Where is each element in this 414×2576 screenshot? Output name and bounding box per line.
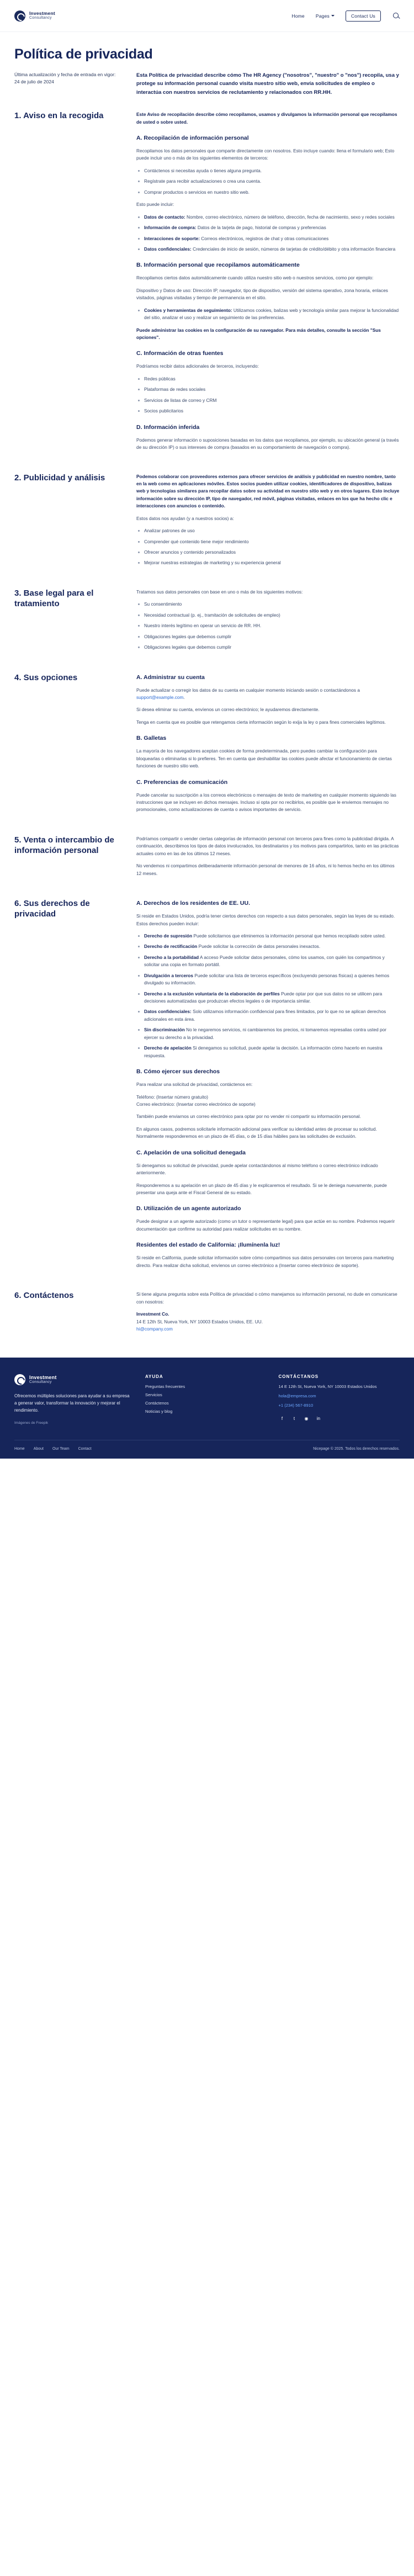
footer-help-item[interactable]: Servicios xyxy=(145,1392,162,1398)
subsection-heading: D. Información inferida xyxy=(136,423,200,431)
footer-link[interactable]: Contact xyxy=(78,1447,92,1451)
policy-section xyxy=(0,835,414,899)
paragraph: Responderemos a su apelación en un plazo de 45 días y le explicaremos el resultado. Si se le deniega nuevamente, puede presentar una queja ante el Fiscal General de su estado. xyxy=(136,1182,387,1195)
subsection-heading: C. Información de otras fuentes xyxy=(136,350,224,357)
section-heading-wrap xyxy=(14,111,122,456)
list-item: Obligaciones legales que debemos cumplir xyxy=(143,633,400,640)
paragraph: Para realizar una solicitud de privacidad, contáctenos en: xyxy=(136,1082,253,1088)
section-body xyxy=(136,589,400,656)
subsection-heading: C. Preferencias de comunicación xyxy=(136,778,228,786)
header-logo[interactable] xyxy=(14,10,55,22)
paragraph: Si reside en California, puede solicitar información sobre cómo compartimos sus datos personales con terceros para marketing directo. Para realizar dicha solicitud, envíenos un correo electrónico a (Insertar correo electrónico de soporte). xyxy=(136,1255,394,1268)
footer-phone[interactable]: +1 (234) 567-8910 xyxy=(278,1402,314,1408)
list-item: Mejorar nuestras estrategias de marketing y su experiencia general xyxy=(143,559,400,566)
list-item: Sin discriminación No le negaremos servicios, ni cambiaremos los precios, ni tomaremos represalias contra usted por ejercer su derecho a la privacidad. xyxy=(143,1026,400,1041)
paragraph: La mayoría de los navegadores aceptan cookies de forma predeterminada, pero puedes cambiar la configuración para bloquearlas o eliminarlas si lo prefieres. Ten en cuenta que deshabilitar las cookies puede afectar el funcionamiento de ciertas funciones de nuestro sitio web. xyxy=(136,748,392,769)
section-heading: 4. Sus opciones xyxy=(14,672,78,682)
subsection-heading: B. Información personal que recopilamos automáticamente xyxy=(136,262,300,269)
list-item: Socios publicitarios xyxy=(143,407,400,415)
subsection-heading: A. Derechos de los residentes de EE. UU. xyxy=(136,900,250,907)
bullet-list xyxy=(136,601,400,651)
list-item: Interacciones de soporte: Correos electrónicos, registros de chat y otras comunicaciones xyxy=(143,235,400,242)
nav-item-pages-label: Pages xyxy=(315,13,330,19)
list-item: Derecho a la exclusión voluntaria de la elaboración de perfiles Puede optar por que sus datos no se utilicen para decisiones automatizadas que produzcan efectos legales o de importancia similar. xyxy=(143,990,400,1005)
section-heading-wrap xyxy=(14,899,122,1274)
nav-item-home[interactable]: Home xyxy=(291,13,305,19)
paragraph: Puede cancelar su suscripción a los correos electrónicos o mensajes de texto de marketing en cualquier momento siguiendo las instrucciones que se incluyen en dichos mensajes. Incluso si opta por no recibirlos, es posible que le enviemos mensajes no promocionales, como actualizaciones de cuenta o avisos importantes de servicio. xyxy=(136,792,396,813)
list-item: Comprender qué contenido tiene mejor rendimiento xyxy=(143,538,400,545)
subsection-heading: D. Utilización de un agente autorizado xyxy=(136,1205,241,1212)
paragraph: No vendemos ni compartimos deliberadamente información personal de menores de 16 años, ni lo hemos hecho en los últimos 12 meses. xyxy=(136,863,395,876)
list-item: Ofrecer anuncios y contenido personalizados xyxy=(143,549,400,556)
last-updated-text: Última actualización y fecha de entrada en vigor: 24 de julio de 2024 xyxy=(14,72,116,85)
paragraph: Recopilamos ciertos datos automáticamente cuando utiliza nuestro sitio web o nuestros servicios, como por ejemplo: xyxy=(136,275,374,281)
policy-section xyxy=(0,899,414,1291)
paragraph: Teléfono: (Insertar número gratuito) Correo electrónico: (Insertar correo electrónico de soporte) xyxy=(136,1094,256,1107)
paragraph: Tratamos sus datos personales con base en uno o más de los siguientes motivos: xyxy=(136,589,303,595)
section-heading: 2. Publicidad y análisis xyxy=(14,473,105,483)
paragraph: Si reside en Estados Unidos, podría tener ciertos derechos con respecto a sus datos personales, según las leyes de su estado. Estos derechos pueden incluir: xyxy=(136,913,395,926)
subsection-heading: B. Galletas xyxy=(136,735,167,742)
subsection-heading: A. Administrar su cuenta xyxy=(136,674,205,681)
paragraph: Puede actualizar o corregir los datos de su cuenta en cualquier momento iniciando sesión o contactándonos a support@example.com. xyxy=(136,687,360,700)
list-item: Derecho de supresión Puede solicitarnos que eliminemos la información personal que hemos recopilado sobre usted. xyxy=(143,932,400,940)
paragraph: Tenga en cuenta que es posible que retengamos cierta información según lo exija la ley o para fines comerciales legítimos. xyxy=(136,719,386,725)
instagram-icon[interactable]: ◉ xyxy=(304,1416,309,1422)
subsection-heading: B. Cómo ejercer sus derechos xyxy=(136,1068,220,1075)
footer-link[interactable]: Our Team xyxy=(52,1447,70,1451)
page-title: Política de privacidad xyxy=(14,46,153,62)
footer-image-credit[interactable]: Imágenes de Freepik xyxy=(14,1420,49,1425)
list-item: Analizar patrones de uso xyxy=(143,527,400,534)
paragraph: Puede administrar las cookies en la configuración de su navegador. Para más detalles, consulte la sección "Sus opciones". xyxy=(136,327,381,340)
list-item: Cookies y herramientas de seguimiento: Utilizamos cookies, balizas web y tecnología similar para mejorar la funcionalidad del sitio, analizar el uso y realizar un seguimiento de las preferencias. xyxy=(143,307,400,322)
footer-logo[interactable] xyxy=(14,1374,133,1385)
footer-help-list xyxy=(145,1384,267,1414)
list-item: Información de compra: Datos de la tarjeta de pago, historial de compras y preferencias xyxy=(143,224,400,231)
section-body xyxy=(136,673,400,819)
paragraph: Si desea eliminar su cuenta, envíenos un correo electrónico; le ayudaremos directamente. xyxy=(136,707,320,713)
footer-bottom-links xyxy=(14,1447,92,1451)
footer-help-item[interactable]: Noticias y blog xyxy=(145,1409,173,1414)
section-body xyxy=(136,899,400,1274)
list-item: Servicios de listas de correo y CRM xyxy=(143,397,400,404)
paragraph: Puede designar a un agente autorizado (como un tutor o representante legal) para que actúe en su nombre. Podremos requerir documentación que confirme su autoridad para realizar solicitudes en su nombre. xyxy=(136,1218,395,1232)
twitter-icon[interactable]: t xyxy=(293,1416,295,1422)
policy-intro-text: Esta Política de privacidad describe cómo The HR Agency ("nosotros", "nuestro" o "nos") recopila, usa y protege su información personal cuando visita nuestro sitio web, envía solicitudes de empleo o interactúa con nuestros servicios de reclutamiento y relacionados con RR.HH. xyxy=(136,72,399,96)
list-item: Datos de contacto: Nombre, correo electrónico, número de teléfono, dirección, fecha de nacimiento, sexo y redes sociales xyxy=(143,214,400,221)
list-item: Derecho de rectificación Puede solicitar la corrección de datos personales inexactos. xyxy=(143,943,400,950)
section-heading-wrap xyxy=(14,835,122,882)
section-heading: 3. Base legal para el tratamiento xyxy=(14,588,94,608)
policy-section xyxy=(0,111,414,473)
footer-contact-title: CONTÁCTANOS xyxy=(278,1374,319,1380)
paragraph: Podríamos recibir datos adicionales de terceros, incluyendo: xyxy=(136,363,259,369)
section-body xyxy=(136,835,400,882)
sections-container xyxy=(0,111,414,1354)
logo-icon xyxy=(14,10,25,22)
list-item: Contáctenos si necesitas ayuda o tienes alguna pregunta. xyxy=(143,167,400,174)
bullet-list xyxy=(136,214,400,253)
footer-help-title: AYUDA xyxy=(145,1374,163,1380)
list-item: Datos confidenciales: Solo utilizamos información confidencial para fines limitados, por lo que no se aplican derechos adicionales en esta área. xyxy=(143,1008,400,1023)
subsection-heading: A. Recopilación de información personal xyxy=(136,135,249,141)
footer-link[interactable]: About xyxy=(33,1447,44,1451)
section-heading: 5. Venta o intercambio de información personal xyxy=(14,835,114,855)
logo-icon xyxy=(14,1374,25,1385)
page-title-wrap xyxy=(0,32,414,67)
bullet-list xyxy=(136,375,400,415)
site-footer xyxy=(0,1358,414,1459)
paragraph: Podemos colaborar con proveedores externos para ofrecer servicios de análisis y publicidad en nuestro nombre, tanto en la web como en aplicaciones móviles. Estos socios pueden utilizar cookies, identificadores de dispositivo, balizas web y tecnologías similares para recopilar datos sobre su actividad en nuestro sitio web y en otros lugares. Esto incluye información sobre su dirección IP, tipo de navegador, red móvil, páginas visitadas, enlaces en los que ha hecho clic e interacciones con anuncios o contenido. xyxy=(136,473,400,509)
footer-help-item[interactable]: Preguntas frecuentes xyxy=(145,1384,185,1390)
paragraph: Podemos generar información o suposiciones basadas en los datos que recopilamos, por ejemplo, su ubicación general (a través de su dirección IP) o sus intereses de compra (basados en su comportamiento de navegación o compra). xyxy=(136,437,399,450)
subsection-heading: Residentes del estado de California: ¡Ilumínenla luz! xyxy=(136,1242,280,1249)
brand-name-line1: Investment xyxy=(29,10,55,17)
bullet-list xyxy=(136,307,400,322)
bullet-list xyxy=(136,932,400,1059)
paragraph: Estos datos nos ayudan (y a nuestros socios) a: xyxy=(136,515,234,521)
paragraph: Si tiene alguna pregunta sobre esta Política de privacidad o cómo manejamos su información personal, no dude en comunicarse con nosotros: xyxy=(136,1291,397,1305)
policy-section xyxy=(0,1291,414,1354)
paragraph: Si denegamos su solicitud de privacidad, puede apelar contactándonos al mismo teléfono o correo electrónico indicado anteriormente. xyxy=(136,1162,378,1176)
site-header xyxy=(0,0,414,32)
footer-help-column xyxy=(145,1374,267,1425)
list-item: Nuestro interés legítimo en operar un servicio de RR. HH. xyxy=(143,622,400,629)
primary-nav xyxy=(291,10,400,22)
section-heading: 6. Sus derechos de privacidad xyxy=(14,899,90,919)
section-body xyxy=(136,1291,400,1338)
brand-name-line2: Consultancy xyxy=(29,16,52,20)
section-heading: 6. Contáctenos xyxy=(14,1291,74,1301)
facebook-icon[interactable]: f xyxy=(281,1416,283,1422)
list-item: Su consentimiento xyxy=(143,601,400,608)
nav-item-pages[interactable] xyxy=(316,13,335,19)
footer-address: 14 E 12th St, Nueva York, NY 10003 Estados Unidos xyxy=(278,1384,377,1390)
paragraph: Esto puede incluir: xyxy=(136,202,174,208)
section-heading: 1. Aviso en la recogida xyxy=(14,111,104,121)
footer-help-item[interactable]: Contáctenos xyxy=(145,1401,169,1406)
footer-link[interactable]: Home xyxy=(14,1447,25,1451)
lead-row xyxy=(0,67,414,111)
section-heading-wrap xyxy=(14,589,122,656)
footer-brand-block xyxy=(14,1374,133,1425)
section-body xyxy=(136,473,400,572)
list-item: Necesidad contractual (p. ej., tramitación de solicitudes de empleo) xyxy=(143,612,400,619)
chevron-down-icon xyxy=(331,15,335,17)
footer-socials xyxy=(279,1415,400,1422)
footer-copyright: Nicepage © 2025. Todos los derechos reservados. xyxy=(313,1447,400,1451)
list-item: Divulgación a terceros Puede solicitar una lista de terceros específicos (excluyendo personas físicas) a quienes hemos divulgado su información. xyxy=(143,972,400,987)
contact-us-button[interactable]: Contact Us xyxy=(346,10,381,22)
section-heading-wrap xyxy=(14,673,122,819)
section-heading-wrap xyxy=(14,1291,122,1338)
bullet-list xyxy=(136,527,400,567)
paragraph: Investment Co. 14 E 12th St, Nueva York, NY 10003 Estados Unidos, EE. UU. hi@company.com xyxy=(136,1311,263,1332)
list-item: Comprar productos o servicios en nuestro sitio web. xyxy=(143,189,400,196)
paragraph: Dispositivo y Datos de uso: Dirección IP, navegador, tipo de dispositivo, versión del sistema operativo, zona horaria, enlaces visitados, páginas visitadas y tiempo de permanencia en el sitio. xyxy=(136,287,388,301)
list-item: Redes públicas xyxy=(143,375,400,383)
footer-brand-line2: Consultancy xyxy=(29,1380,52,1385)
section-body xyxy=(136,111,400,456)
section-intro: Este Aviso de recopilación describe cómo recopilamos, usamos y divulgamos la información personal que recopilamos de usted o sobre usted. xyxy=(136,112,397,125)
list-item: Derecho de apelación Si denegamos su solicitud, puede apelar la decisión. La información cómo hacerlo en nuestra respuesta. xyxy=(143,1045,400,1059)
linkedin-icon[interactable]: in xyxy=(316,1416,321,1422)
paragraph: Podríamos compartir o vender ciertas categorías de información personal con terceros para fines como la publicidad dirigida. A continuación, describimos los tipos de datos involucrados, los destinatarios y los motivos para compartirlos, tanto en las prácticas actuales como en las de los últimos 12 meses. xyxy=(136,835,399,856)
policy-section xyxy=(0,673,414,835)
paragraph: También puede enviarnos un correo electrónico para optar por no vender ni compartir su información personal. xyxy=(136,1114,361,1120)
footer-bottom-bar xyxy=(14,1440,400,1451)
list-item: Regístrate para recibir actualizaciones o crea una cuenta. xyxy=(143,178,400,185)
footer-brand-line1: Investment xyxy=(29,1374,57,1380)
policy-section xyxy=(0,473,414,589)
footer-contact-column xyxy=(279,1374,400,1425)
policy-section xyxy=(0,589,414,673)
section-heading-wrap xyxy=(14,473,122,572)
bullet-list xyxy=(136,167,400,196)
footer-email[interactable]: hola@empresa.com xyxy=(278,1393,316,1398)
search-icon[interactable] xyxy=(393,13,400,19)
list-item: Datos confidenciales: Credenciales de inicio de sesión, números de tarjetas de crédito/débito y otra información financiera xyxy=(143,246,400,253)
paragraph: En algunos casos, podremos solicitarle información adicional para verificar su identidad antes de procesar su solicitud. Normalmente responderemos en un plazo de 45 días, o de 15 días hábiles para las solicitudes de exclusión. xyxy=(136,1126,377,1139)
footer-tagline: Ofrecemos múltiples soluciones para ayudar a su empresa a generar valor, transformar la innovación y mejorar el rendimiento. xyxy=(14,1393,130,1413)
list-item: Plataformas de redes sociales xyxy=(143,386,400,393)
paragraph: Recopilamos los datos personales que comparte directamente con nosotros. Esto incluye cuando: llena el formulario web; Esto puede incluir uno o más de los siguientes elementos de terceros: xyxy=(136,148,395,161)
list-item: Obligaciones legales que debemos cumplir xyxy=(143,644,400,651)
subsection-heading: C. Apelación de una solicitud denegada xyxy=(136,1149,246,1156)
list-item: Derecho a la portabilidad A acceso Puede solicitar datos personales, cómo los usamos, con quién los compartimos y solicitar una copia en formato portátil. xyxy=(143,954,400,969)
